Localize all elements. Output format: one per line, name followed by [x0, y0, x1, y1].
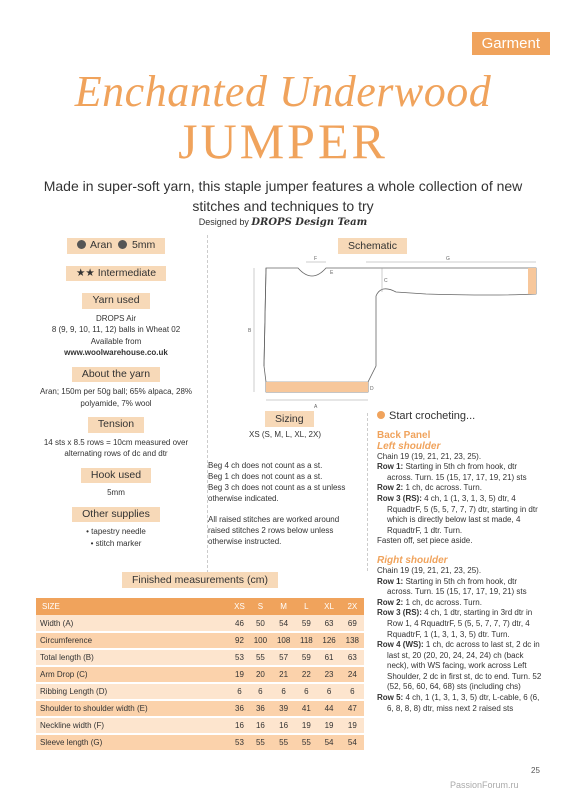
notes — [208, 460, 360, 557]
note-line: All raised stitches are worked around raised stitches 2 rows below unless otherwise instructed. — [208, 515, 340, 546]
value-cell: 57 — [272, 649, 295, 666]
instruction-row: Row 3 (RS): 4 ch, 1 (1, 3, 1, 3, 5) dtr, 4 RquadtrF, 5 (5, 5, 7, 7, 7) dtr, starting in dtr which is directly below last st made, 4 RquadtrF, 1 dtr. Turn. — [377, 493, 538, 535]
instruction-row: Row 3 (RS): 4 ch, 1 dtr, starting in 3rd dtr in Row 1, 4 RquadtrF, 5 (5, 5, 7, 7, 7) dtr, 4 RquadtrF, 1 (1, 3, 1, 3, 5) dtr. Turn. — [377, 608, 533, 639]
left-column — [26, 238, 206, 557]
value-cell: 63 — [341, 649, 364, 666]
value-cell: 59 — [295, 615, 317, 632]
instruction-line: Chain 19 (19, 21, 21, 23, 25). — [377, 565, 482, 575]
value-cell: 126 — [317, 632, 340, 649]
hook-used-heading: Hook used — [81, 468, 151, 484]
instruction-row: Row 1: Starting in 5th ch from hook, dtr across. Turn. 15 (15, 17, 17, 19, 21) sts — [377, 462, 527, 482]
value-cell: 22 — [295, 666, 317, 683]
supply-item: • stitch marker — [90, 538, 142, 548]
value-cell: 39 — [272, 700, 295, 717]
yarn-used-heading: Yarn used — [82, 293, 149, 309]
yarn-used-line3: Available from — [90, 336, 142, 346]
column-header: XL — [317, 598, 340, 615]
row-label-cell: Sleeve length (G) — [36, 734, 230, 751]
yarn-used-line1: DROPS Air — [95, 313, 136, 323]
schematic-label-b: B — [248, 328, 252, 334]
value-cell: 63 — [317, 615, 340, 632]
value-cell: 6 — [272, 683, 295, 700]
difficulty-stars: ★★ — [75, 266, 95, 279]
value-cell: 138 — [341, 632, 364, 649]
value-cell: 69 — [341, 615, 364, 632]
value-cell: 55 — [272, 734, 295, 751]
value-cell: 21 — [272, 666, 295, 683]
start-heading: Start crocheting... — [377, 411, 545, 422]
cuff-band — [528, 268, 536, 294]
value-cell: 19 — [295, 717, 317, 734]
table-row — [36, 700, 364, 717]
row-label-cell: Circumference — [36, 632, 230, 649]
value-cell: 46 — [230, 615, 249, 632]
instruction-row: Row 1: Starting in 5th ch from hook, dtr across. Turn. 15 (15, 17, 17, 19, 21) sts — [377, 576, 527, 597]
table-row — [36, 683, 364, 700]
about-yarn-heading: About the yarn — [72, 367, 160, 383]
value-cell: 53 — [230, 649, 249, 666]
value-cell: 55 — [249, 734, 272, 751]
schematic-label-d: D — [370, 386, 374, 392]
schematic-label-e: E — [330, 270, 334, 276]
designer-prefix: Designed by — [198, 217, 249, 227]
value-cell: 47 — [341, 700, 364, 717]
sizing-text: XS (S, M, L, XL, 2X) — [248, 430, 322, 439]
schematic-diagram — [246, 254, 546, 414]
value-cell: 92 — [230, 632, 249, 649]
row-label-cell: Width (A) — [36, 615, 230, 632]
value-cell: 36 — [249, 700, 272, 717]
tension-heading: Tension — [88, 417, 144, 433]
table-row — [36, 666, 364, 683]
instruction-row: Row 5: 4 ch, 1 (1, 3, 1, 3, 5) dtr, L-cable, 6 (6, 6, 8, 8, 8) dtr, miss next 2 raised sts — [377, 693, 540, 713]
row-label-cell: Shoulder to shoulder width (E) — [36, 700, 230, 717]
value-cell: 24 — [341, 666, 364, 683]
schematic-heading: Schematic — [338, 238, 407, 254]
schematic-label-a: A — [314, 404, 318, 410]
value-cell: 16 — [230, 717, 249, 734]
note-line: Beg 3 ch does not count as a st unless otherwise indicated. — [208, 483, 346, 503]
value-cell: 53 — [230, 734, 249, 751]
hook-icon — [118, 240, 127, 249]
hook-used-text: 5mm — [107, 488, 125, 497]
value-cell: 44 — [317, 700, 340, 717]
value-cell: 41 — [295, 700, 317, 717]
value-cell: 36 — [230, 700, 249, 717]
value-cell: 55 — [295, 734, 317, 751]
schematic-label-g: G — [446, 256, 450, 262]
difficulty-pill — [66, 266, 166, 282]
hook-size-label: 5mm — [131, 239, 156, 251]
value-cell: 61 — [317, 649, 340, 666]
watermark: PassionForum.ru — [450, 780, 519, 790]
column-divider-2 — [367, 413, 368, 571]
tension-text: 14 sts x 8.5 rows = 10cm measured over alternating rows of dc and dtr — [43, 437, 189, 458]
weight-hook-pill — [67, 238, 166, 254]
row-label-cell: Ribbing Length (D) — [36, 683, 230, 700]
ribbing-band — [266, 382, 368, 392]
value-cell: 6 — [249, 683, 272, 700]
title-line-1: Enchanted Underwood — [74, 67, 492, 116]
instruction-line: Fasten off, set piece aside. — [377, 536, 473, 546]
value-cell: 108 — [272, 632, 295, 649]
about-yarn-text: Aran; 150m per 50g ball; 65% alpaca, 28% polyamide, 7% wool — [39, 387, 193, 408]
table-row — [36, 717, 364, 734]
column-header: XS — [230, 598, 249, 615]
row-label-cell: Total length (B) — [36, 649, 230, 666]
table-row — [36, 632, 364, 649]
value-cell: 19 — [317, 717, 340, 734]
value-cell: 118 — [295, 632, 317, 649]
measurements-table — [36, 598, 364, 752]
note-line: Beg 1 ch does not count as a st. — [208, 472, 323, 481]
value-cell: 54 — [341, 734, 364, 751]
table-row — [36, 649, 364, 666]
table-row — [36, 615, 364, 632]
instructions-column — [377, 411, 545, 714]
page-number: 25 — [531, 766, 540, 775]
yarn-ball-icon — [77, 240, 86, 249]
intro-text: Made in super-soft yarn, this staple jumper features a whole collection of new stitches and techniques to try — [43, 178, 523, 214]
table-row — [36, 734, 364, 751]
value-cell: 54 — [317, 734, 340, 751]
value-cell: 59 — [295, 649, 317, 666]
section-tab: Garment — [472, 32, 550, 55]
instruction-line: Chain 19 (19, 21, 21, 23, 25). — [377, 451, 482, 461]
value-cell: 50 — [249, 615, 272, 632]
designer-credit — [0, 217, 566, 228]
instruction-row: Row 2: 1 ch, dc across. Turn. — [377, 597, 482, 607]
value-cell: 6 — [317, 683, 340, 700]
instruction-row: Row 4 (WS): 1 ch, dc across to last st, 2 dc in last st, 20 (20, 20, 24, 24, 24) ch (back neck), with WS facing, work across Left Shoulder, 2 dc in first st, dc to end. Turn. 52 (52, 56, 60, 64, 68) sts (including chs) — [377, 640, 542, 692]
value-cell: 100 — [249, 632, 272, 649]
value-cell: 19 — [230, 666, 249, 683]
weight-label: Aran — [90, 239, 113, 251]
value-cell: 16 — [272, 717, 295, 734]
value-cell: 20 — [249, 666, 272, 683]
other-supplies-heading: Other supplies — [72, 507, 160, 523]
instruction-row: Row 2: 1 ch, dc across. Turn. — [377, 483, 482, 493]
row-label-cell: Neckline width (F) — [36, 717, 230, 734]
value-cell: 16 — [249, 717, 272, 734]
designer-name: DROPS Design Team — [251, 217, 368, 228]
column-header: 2X — [341, 598, 364, 615]
row-label-cell: Arm Drop (C) — [36, 666, 230, 683]
left-shoulder-heading: Left shoulder — [377, 440, 441, 452]
value-cell: 54 — [272, 615, 295, 632]
column-header: SIZE — [36, 598, 230, 615]
title-line-2: JUMPER — [178, 113, 388, 169]
column-header: M — [272, 598, 295, 615]
value-cell: 6 — [341, 683, 364, 700]
value-cell: 23 — [317, 666, 340, 683]
supply-item: • tapestry needle — [86, 527, 146, 536]
yarn-used-link[interactable]: www.woolwarehouse.co.uk — [64, 348, 168, 357]
sizing-heading: Sizing — [265, 411, 314, 427]
column-header: S — [249, 598, 272, 615]
difficulty-label: Intermediate — [97, 266, 157, 279]
column-header: L — [295, 598, 317, 615]
note-line: Beg 4 ch does not count as a st. — [208, 461, 323, 470]
right-shoulder-heading: Right shoulder — [377, 554, 448, 566]
yarn-used-line2: 8 (9, 9, 10, 11, 12) balls in Wheat 02 — [51, 325, 181, 334]
back-panel-heading: Back Panel — [377, 429, 431, 441]
value-cell: 6 — [230, 683, 249, 700]
schematic-label-f: F — [314, 256, 318, 262]
schematic-label-c: C — [384, 278, 388, 284]
table-header-row — [36, 598, 364, 615]
value-cell: 6 — [295, 683, 317, 700]
bullet-dot-icon — [377, 411, 385, 419]
value-cell: 19 — [341, 717, 364, 734]
finished-measurements-heading: Finished measurements (cm) — [122, 572, 278, 588]
value-cell: 55 — [249, 649, 272, 666]
